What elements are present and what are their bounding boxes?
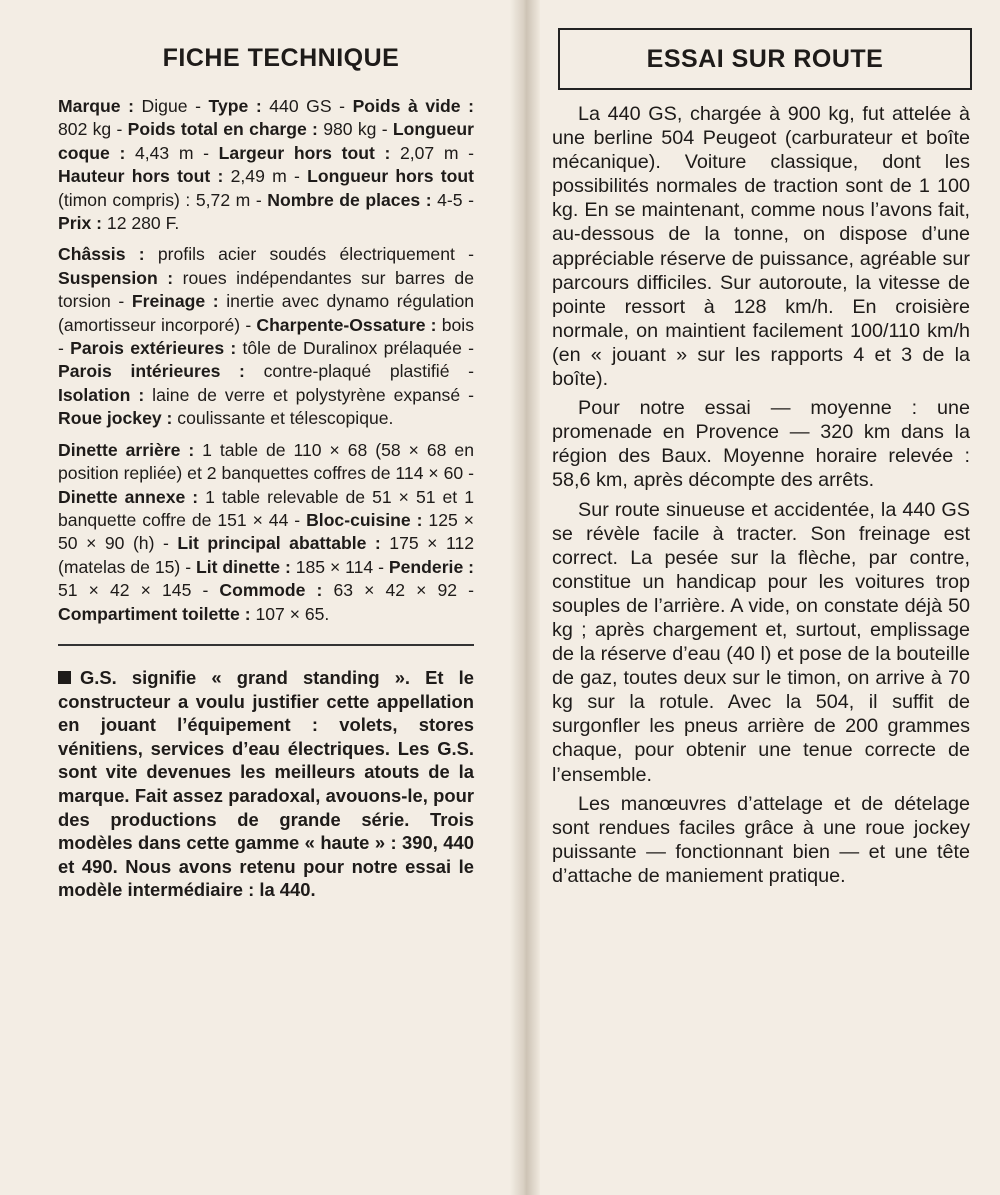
spec-label: Commode : (219, 580, 323, 601)
spec-value: inertie avec dynamo régulation (amortisseur incorporé) - (58, 291, 475, 335)
spec-value: 51 × 42 × 145 - (58, 580, 220, 601)
spec-label: Type : (208, 96, 262, 116)
spec-value: contre-plaqué plastifié - (244, 361, 474, 382)
spec-value: 1 table de 110 × 68 (58 × 68 en position repliée) et 2 banquettes coffres de 114 × 60 - (58, 439, 474, 484)
road-paragraph-3: Sur route sinueuse et accidentée, la 440 GS se révèle facile à tracter. Son freinage est correct. La pesée sur la flèche, par contre, constitue un handicap pour les voitures trop souples de l’arrière. A vide, on constate déjà 50 kg ; après chargement et, surtout, emplissage de la réserve d’eau (40 l) et pose de la bouteille de gaz, toutes deux sur le timon, on arrive à 70 kg sur la rotule. Avec la 504, il suffit de surgonfler les pneus arrière de 200 grammes chaque, pour obtenir une tenue correcte de l’ensemble. (552, 498, 970, 786)
left-column (58, 44, 474, 902)
right-column (552, 28, 970, 893)
spec-label: Hauteur hors tout : (58, 166, 224, 187)
spec-value: 4-5 - (431, 189, 474, 210)
spec-label: Compartiment toilette : (58, 603, 251, 624)
spec-value: coulissante et télescopique. (172, 408, 394, 429)
spec-value: 1 table relevable de 51 × 51 et 1 banquette coffre de 151 × 44 - (58, 486, 474, 530)
spec-value: 980 kg - (317, 119, 393, 140)
spec-label: Lit principal abattable : (177, 533, 381, 554)
spec-value: bois - (58, 314, 474, 359)
spec-label: Isolation : (58, 384, 145, 405)
gs-note (58, 666, 474, 902)
essai-sur-route-title: ESSAI SUR ROUTE (646, 44, 884, 73)
spec-value: 2,49 m - (223, 166, 308, 187)
road-paragraph-1: La 440 GS, chargée à 900 kg, fut attelée à une berline 504 Peugeot (carburateur et boîte mécanique). Voiture classique, dont les possibilités normales de traction sont de 1 100 kg. En se maintenant, comme nous l’avons fait, au-dessous de la tonne, on dispose d’une appréciable réserve de puissance, agréable sur parcours difficiles. Sur autoroute, la vitesse de pointe ressort à 128 km/h. En croisière normale, on maintient facilement 100/110 km/h (en « jouant » sur les rapports 4 et 3 de la boîte). (552, 103, 970, 391)
spec-label: Lit dinette : (195, 556, 291, 577)
spec-label: Prix : (58, 213, 103, 234)
gs-note-text: G.S. signifie « grand standing ». Et le constructeur a voulu justifier cette appellation en jouant l’équipement : volets, stores vénitiens, services d’eau électriques. Les G.S. sont vite devenues les meilleurs atouts de la marque. Fait assez paradoxal, avouons-le, pour des productions de grande série. Trois modèles dans cette gamme « haute » : 390, 440 et 490. Nous avons retenu pour notre essai le modèle intermédiaire : la 440. (58, 666, 474, 901)
spec-label: Parois intérieures : (58, 361, 245, 382)
spec-label: Suspension : (58, 267, 174, 288)
spec-value: 12 280 F. (102, 213, 180, 234)
spec-value: roues indépendantes sur barres de torsion - (58, 267, 474, 312)
spec-value: 107 × 65. (250, 603, 330, 624)
spec-value: 440 GS - (261, 96, 353, 116)
spec-value: 125 × 50 × 90 (h) - (58, 509, 474, 554)
spec-label: Charpente-Ossature : (256, 314, 437, 335)
spec-label: Longueur coque : (58, 119, 474, 163)
spec-value: 63 × 42 × 92 - (322, 580, 474, 601)
spec-label: Roue jockey : (58, 408, 173, 429)
spec-label: Dinette annexe : (58, 486, 199, 507)
road-paragraph-4: Les manœuvres d’attelage et de dételage sont rendues faciles grâce à une roue jockey puissante — fonctionnant bien — et une tête d’attache de maniement pratique. (552, 792, 970, 887)
spec-value: tôle de Duralinox prélaquée - (236, 338, 474, 359)
spec-label: Poids total en charge : (127, 119, 318, 140)
spec-value: 4,43 m - (125, 142, 219, 163)
spec-label: Largeur hors tout : (218, 142, 391, 163)
spec-amenagement (58, 439, 474, 626)
spec-value: 2,07 m - (390, 142, 475, 163)
spec-value: Digue - (133, 96, 209, 116)
fiche-technique-heading: FICHE TECHNIQUE (162, 44, 400, 72)
spec-label: Nombre de places : (267, 189, 432, 210)
spec-value: 185 × 114 - (290, 556, 389, 577)
road-test-body (552, 102, 970, 888)
essai-sur-route-heading (558, 28, 972, 90)
spec-label: Châssis : (58, 244, 145, 265)
spec-label: Parois extérieures : (70, 338, 237, 359)
spec-value: laine de verre et polystyrène expansé - (144, 384, 474, 405)
spec-construction (58, 243, 474, 430)
page-fold (510, 0, 540, 1195)
spec-value: (timon compris) : 5,72 m - (58, 189, 268, 210)
spec-label: Bloc-cuisine : (306, 509, 423, 530)
spec-label: Marque : (58, 96, 134, 116)
spec-value: profils acier soudés électriquement - (144, 244, 474, 265)
spec-value: 175 × 112 (matelas de 15) - (58, 533, 475, 577)
spec-label: Dinette arrière : (58, 439, 195, 460)
section-divider (58, 644, 474, 646)
spec-value: 802 kg - (58, 119, 128, 140)
spec-label: Freinage : (131, 291, 219, 312)
spec-label: Longueur hors tout (307, 166, 474, 187)
square-bullet-icon (58, 671, 71, 684)
spec-label: Poids à vide : (352, 96, 474, 116)
road-paragraph-2: Pour notre essai — moyenne : une promenade en Provence — 320 km dans la région des Baux. Moyenne horaire relevée : 58,6 km, après décompte des arrêts. (552, 397, 970, 492)
spec-general (58, 95, 474, 235)
spec-label: Penderie : (388, 556, 474, 577)
